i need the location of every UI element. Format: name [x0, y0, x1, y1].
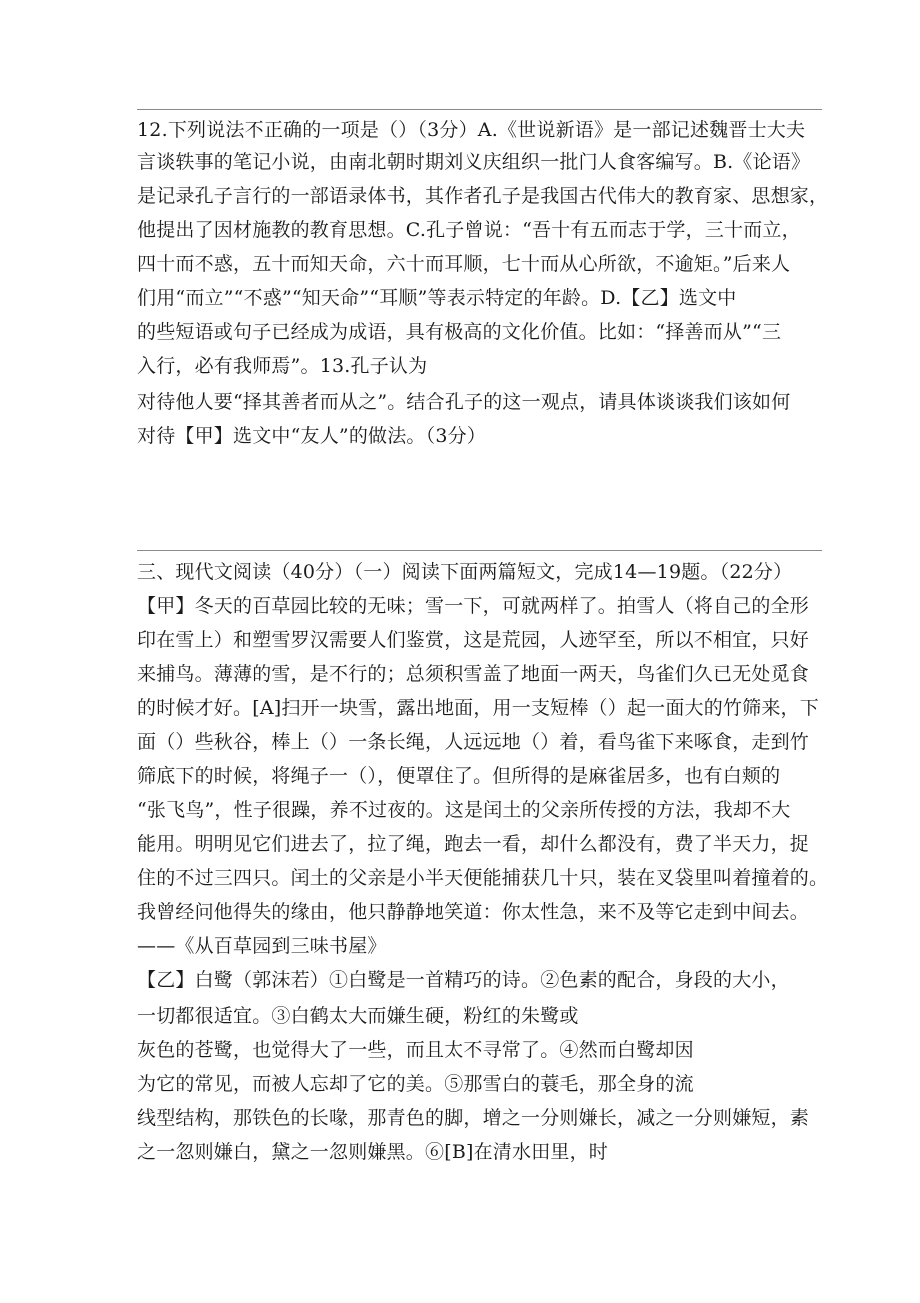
- text-line: 对待【甲】选文中“友人”的做法。（3分）: [137, 425, 487, 447]
- text-line: 他提出了因材施教的教育思想。C.孔子曾说：“吾十有五而志于学，三十而立，: [137, 219, 801, 241]
- section-divider: [137, 550, 822, 551]
- text-line: 印在雪上）和塑雪罗汉需要人们鉴赏，这是荒园，人迹罕至，所以不相宜，只好: [137, 629, 810, 651]
- text-line: 对待他人要“择其善者而从之”。结合孔子的这一观点，请具体谈谈我们该如何: [137, 391, 791, 413]
- text-line: 的些短语或句子已经成为成语，具有极高的文化价值。比如：“择善而从”“三: [137, 321, 782, 343]
- top-divider: [137, 109, 822, 110]
- text-line: 来捕鸟。薄薄的雪，是不行的；总须积雪盖了地面一两天，鸟雀们久已无处觅食: [137, 663, 810, 685]
- text-line: 【甲】冬天的百草园比较的无味；雪一下，可就两样了。拍雪人（将自己的全形: [137, 595, 810, 617]
- text-line: 是记录孔子言行的一部语录体书，其作者孔子是我国古代伟大的教育家、思想家，: [137, 185, 829, 207]
- text-line: 的时候才好。[A]扫开一块雪，露出地面，用一支短棒（）起一面大的竹筛来，下: [137, 697, 819, 719]
- text-line: “张飞鸟”，性子很躁，养不过夜的。这是闰土的父亲所传授的方法，我却不大: [137, 799, 791, 821]
- text-line: 12.下列说法不正确的一项是（）（3分）A.《世说新语》是一部记述魏晋士大夫: [137, 119, 806, 141]
- text-line: 一切都很适宜。③白鹤太大而嫌生硬，粉红的朱鹭或: [137, 1005, 579, 1027]
- text-line: 们用“而立”“不惑”“知天命”“耳顺”等表示特定的年龄。D.【乙】选文中: [137, 287, 737, 309]
- text-line: 四十而不惑，五十而知天命，六十而耳顺，七十而从心所欲，不逾矩。”后来人: [137, 253, 791, 275]
- text-line: 为它的常见，而被人忘却了它的美。⑤那雪白的蓑毛，那全身的流: [137, 1073, 694, 1095]
- source-citation: ——《从百草园到三味书屋》: [137, 935, 387, 957]
- text-line: 入行，必有我师焉”。13.孔子认为: [137, 355, 428, 377]
- section-heading: 三、现代文阅读（40分）（一）阅读下面两篇短文，完成14—19题。（22分）: [137, 561, 793, 583]
- text-line: 面（）些秋谷，棒上（）一条长绳，人远远地（）着，看鸟雀下来啄食，走到竹: [137, 731, 810, 753]
- text-line: 之一忽则嫌白，黛之一忽则嫌黑。⑥[B]在清水田里，时: [137, 1141, 608, 1163]
- text-line: 住的不过三四只。闰土的父亲是小半天便能捕获几十只，装在叉袋里叫着撞着的。: [137, 867, 829, 889]
- text-line: 我曾经问他得失的缘由，他只静静地笑道：你太性急，来不及等它走到中间去。: [137, 901, 810, 923]
- text-line: 能用。明明见它们进去了，拉了绳，跑去一看，却什么都没有，费了半天力，捉: [137, 833, 810, 855]
- text-line: 线型结构，那铁色的长喙，那青色的脚，增之一分则嫌长，减之一分则嫌短，素: [137, 1107, 810, 1129]
- text-line: 言谈轶事的笔记小说，由南北朝时期刘义庆组织一批门人食客编写。B.《论语》: [137, 151, 811, 173]
- text-line: 筛底下的时候，将绳子一（），便罩住了。但所得的是麻雀居多，也有白颊的: [137, 765, 781, 787]
- text-line: 【乙】白鹭（郭沫若）①白鹭是一首精巧的诗。②色素的配合，身段的大小，: [137, 969, 790, 991]
- text-line: 灰色的苍鹭，也觉得大了一些，而且太不寻常了。④然而白鹭却因: [137, 1039, 694, 1061]
